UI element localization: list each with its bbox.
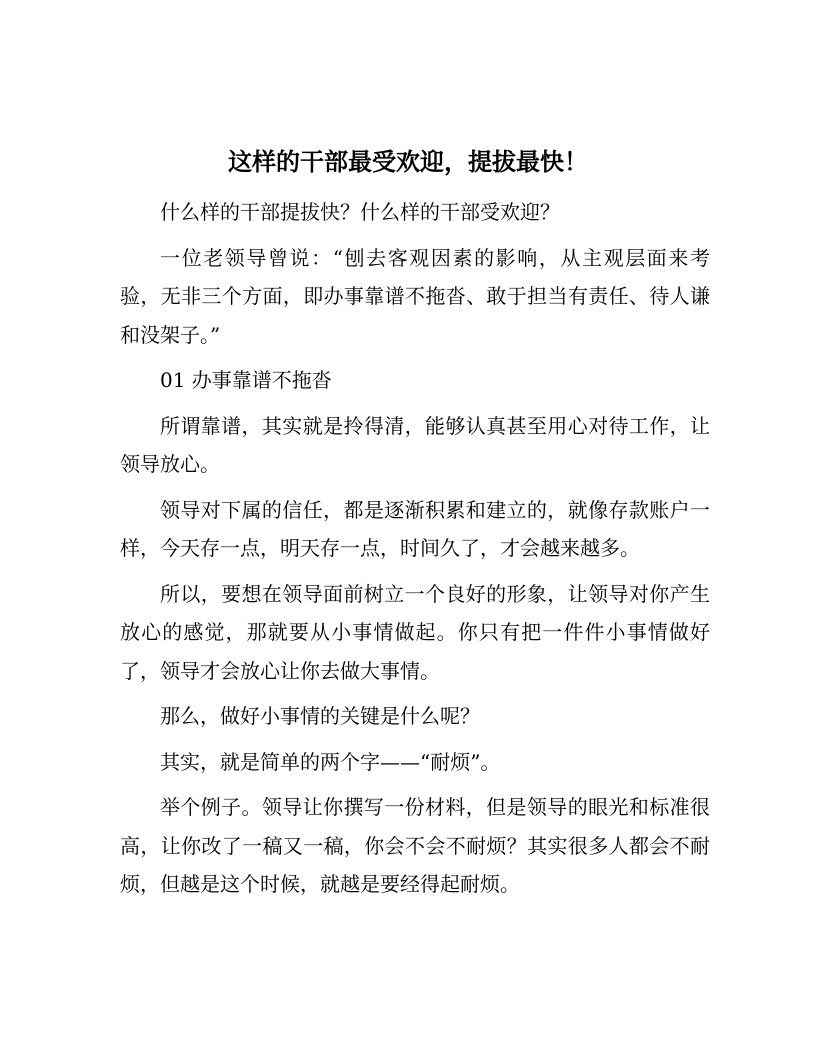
paragraph-small-things: 所以，要想在领导面前树立一个良好的形象，让领导对你产生放心的感觉，那就要从小事情做起。你只有把一件件小事情做好了，领导才会放心让你去做大事情。	[120, 581, 710, 683]
paragraph-quote: 一位老领导曾说：“刨去客观因素的影响，从主观层面来考验，无非三个方面，即办事靠谱不拖沓、敢于担当有责任、待人谦和没架子。”	[120, 245, 710, 347]
paragraph-trust: 领导对下属的信任，都是逐渐积累和建立的，就像存款账户一样，今天存一点，明天存一点，时间久了，才会越来越多。	[120, 497, 710, 560]
document-title: 这样的干部最受欢迎，提拔最快！	[228, 148, 588, 176]
paragraph-example: 举个例子。领导让你撰写一份材料，但是领导的眼光和标准很高，让你改了一稿又一稿，你会不会不耐烦？其实很多人都会不耐烦，但越是这个时候，就越是要经得起耐烦。	[120, 795, 710, 896]
paragraph-questions: 什么样的干部提拔快？什么样的干部受欢迎？	[160, 200, 560, 224]
paragraph-reliable: 所谓靠谱，其实就是拎得清，能够认真甚至用心对待工作，让领导放心。	[120, 413, 710, 476]
paragraph-key-question: 那么，做好小事情的关键是什么呢？	[160, 704, 480, 728]
section-heading-01: 01 办事靠谱不拖沓	[160, 368, 332, 392]
paragraph-patience: 其实，就是简单的两个字——“耐烦”。	[160, 749, 501, 774]
document-body	[120, 193, 710, 911]
